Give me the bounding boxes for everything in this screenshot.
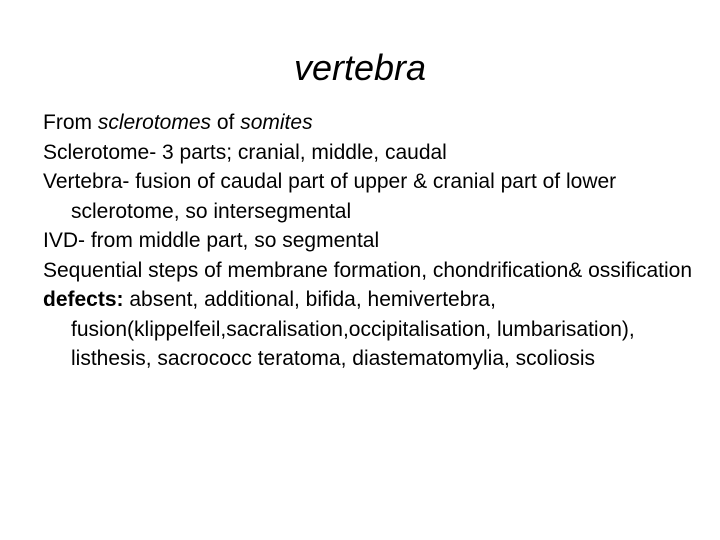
bullet-defects [43,285,703,374]
bullet-ivd: IVD- from middle part, so segmental [43,229,380,252]
bullet-origin-mid: of [211,111,241,134]
bullet-vertebra-fusion: Vertebra- fusion of caudal part of upper & cranial part of lower sclerotome, so intersegmental [43,170,617,223]
bullet-defects-text: absent, additional, bifida, hemivertebra, fusion(klippelfeil,sacralisation,occipitalisation, lumbarisation), listhesis, sacrococc teratoma, diastematomylia, scoliosis [71,288,635,370]
bullet-list [43,108,703,374]
bullet-sequential-steps: Sequential steps of membrane formation, chondrification& ossification [43,258,693,282]
bullet-origin [43,108,703,138]
bullet-sclerotome-parts: Sclerotome- 3 parts; cranial, middle, caudal [43,140,447,164]
slide-title: vertebra [293,47,427,88]
bullet-origin-sclerotomes: sclerotomes [97,111,212,134]
bullet-origin-somites: somites [240,111,313,134]
bullet-defects-label: defects: [43,288,124,311]
bullet-origin-prefix: From [43,111,98,134]
